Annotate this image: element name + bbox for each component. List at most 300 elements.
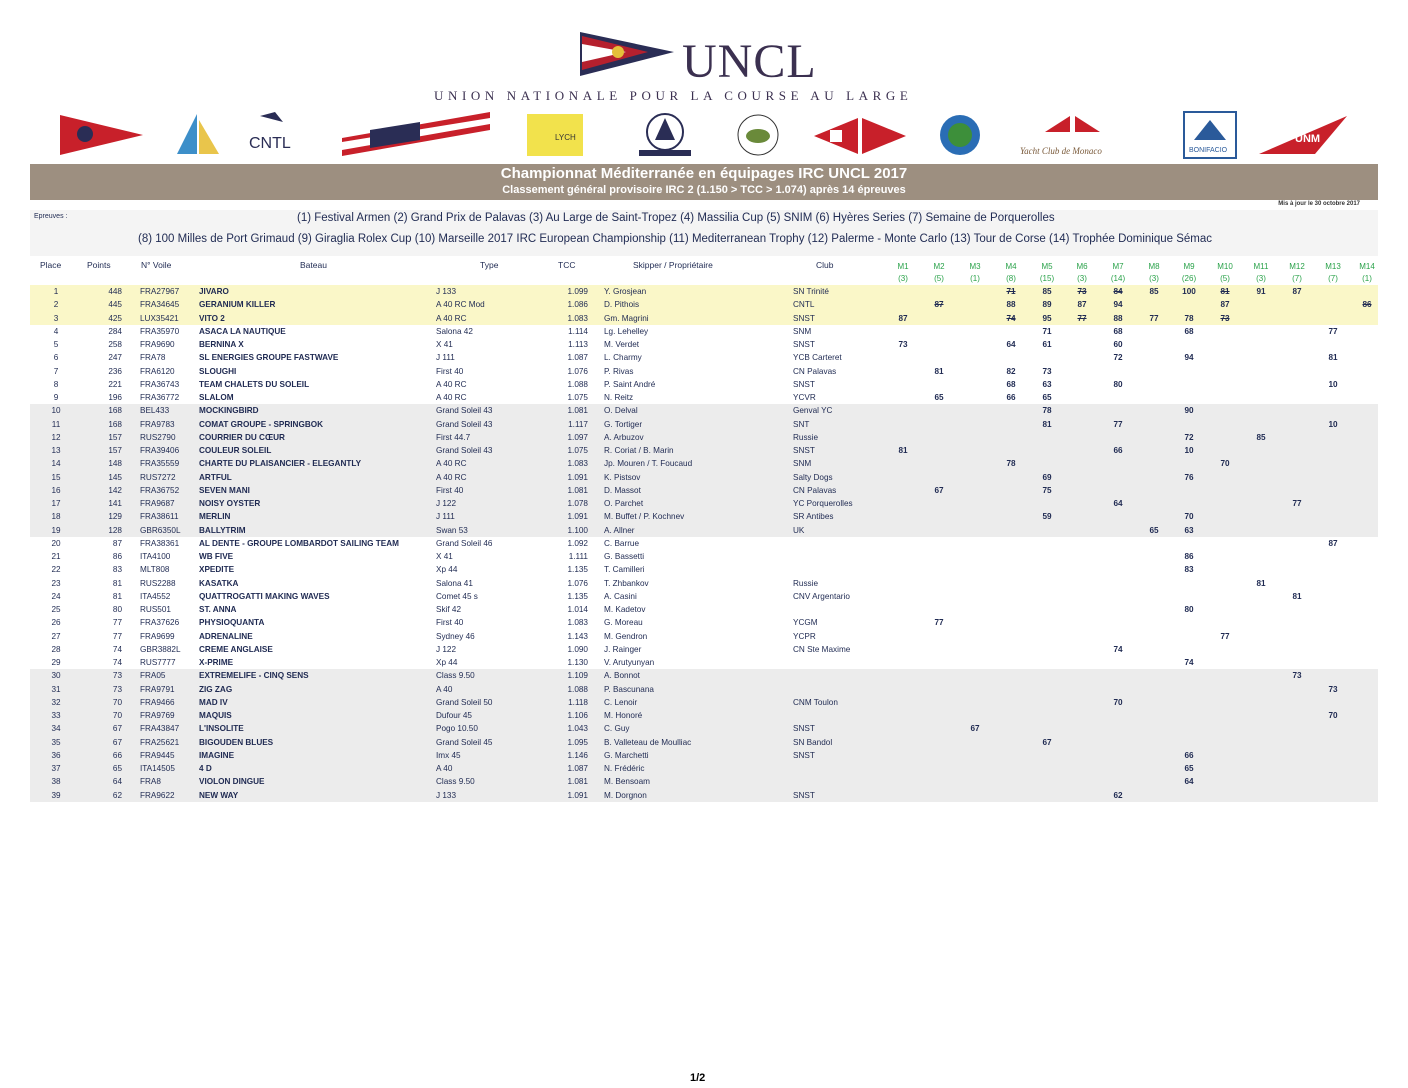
cell-boat: 4 D [199, 764, 212, 773]
cell-sail: FRA35559 [140, 459, 180, 469]
cell-points: 65 [112, 764, 122, 773]
cell-points: 70 [112, 711, 122, 720]
cell-place: 29 [51, 658, 61, 667]
cell-skipper: V. Arutyunyan [604, 658, 655, 667]
cell-place: 37 [51, 764, 61, 773]
table-row [30, 789, 1378, 802]
cell-place: 18 [51, 512, 61, 522]
cell-score-m9: 78 [1184, 313, 1194, 323]
cell-points: 128 [108, 525, 122, 535]
cell-skipper: Lg. Lehelley [604, 326, 649, 336]
cell-points: 86 [112, 552, 122, 561]
cell-type: Xp 44 [436, 565, 458, 575]
page-number: 1/2 [690, 1072, 706, 1084]
cell-skipper: T. Camilleri [604, 565, 645, 575]
m-header-1 [889, 261, 917, 285]
cell-place: 21 [51, 552, 61, 561]
cell-score-m5: 63 [1042, 379, 1052, 389]
m-header-coef: (5) [934, 274, 944, 283]
cell-sail: RUS2288 [140, 578, 176, 588]
table-row [30, 537, 1378, 550]
cell-place: 34 [51, 724, 61, 734]
cell-score-m12: 77 [1292, 499, 1302, 508]
cell-skipper: A. Arbuzov [604, 432, 644, 442]
m-header-10 [1211, 261, 1239, 285]
cntl-logo-text: CNTL [249, 135, 291, 152]
cell-score-m3: 67 [970, 724, 980, 734]
results-table [30, 285, 1378, 802]
cell-score-m9: 65 [1184, 764, 1194, 773]
cell-place: 39 [51, 790, 61, 800]
cell-score-m5: 89 [1042, 300, 1052, 310]
events-line-1: (1) Festival Armen (2) Grand Prix de Palavas (3) Au Large de Saint-Tropez (4) Massilia Cup (5) SNIM (6) Hyères Series (7) Semaine de Porquerolles [297, 212, 1055, 224]
table-row [30, 457, 1378, 470]
cell-club: SR Antibes [793, 512, 834, 522]
cell-tcc: 1.097 [567, 432, 588, 442]
cell-points: 145 [108, 472, 122, 482]
cell-sail: FRA43847 [140, 724, 180, 734]
cell-score-m1: 87 [898, 313, 908, 323]
cell-place: 14 [51, 459, 61, 469]
cell-score-m13: 10 [1328, 379, 1338, 389]
uncl-brand: UNCL [682, 35, 817, 88]
table-row [30, 656, 1378, 669]
uncl-burgee-icon [578, 30, 678, 80]
cell-skipper: B. Valleteau de Moulliac [604, 737, 692, 747]
table-row [30, 603, 1378, 616]
club-logos [55, 110, 1355, 162]
cell-score-m7: 64 [1113, 499, 1123, 508]
cell-boat: COULEUR SOLEIL [199, 446, 272, 455]
table-row [30, 418, 1378, 431]
cell-tcc: 1.113 [568, 340, 588, 349]
cell-skipper: M. Dorgnon [604, 790, 647, 800]
m-header-coef: (7) [1292, 274, 1302, 283]
table-row [30, 696, 1378, 709]
cell-place: 36 [51, 750, 61, 760]
cell-place: 23 [51, 578, 61, 588]
bonifacio-text: BONIFACIO [1189, 147, 1228, 154]
cell-boat: XPEDITE [199, 565, 235, 575]
cell-points: 247 [108, 353, 122, 363]
cell-skipper: Y. Grosjean [604, 287, 647, 296]
cell-sail: FRA38611 [140, 512, 179, 522]
cell-skipper: D. Pithois [604, 300, 640, 310]
cell-sail: RUS2790 [140, 432, 176, 442]
table-row [30, 391, 1378, 404]
cell-club: YCPR [793, 631, 816, 641]
m-header-13 [1319, 261, 1347, 285]
cell-club: SNST [793, 790, 815, 800]
m-header-9 [1175, 261, 1203, 285]
cell-boat: ARTFUL [199, 472, 232, 482]
cell-tcc: 1.081 [567, 777, 588, 787]
cell-tcc: 1.083 [567, 313, 588, 323]
m-header-coef: (5) [1220, 274, 1230, 283]
cell-tcc: 1.081 [567, 485, 588, 495]
cell-skipper: K. Pistsov [604, 472, 641, 482]
cell-skipper: C. Guy [604, 724, 630, 734]
m-header-coef: (1) [1362, 274, 1372, 283]
cell-points: 425 [108, 313, 122, 323]
cell-score-m4: 78 [1006, 459, 1016, 469]
cell-score-m5: 73 [1042, 366, 1052, 376]
cell-tcc: 1.087 [567, 764, 588, 773]
table-row [30, 749, 1378, 762]
cell-place: 3 [53, 313, 59, 323]
cell-score-m4: 64 [1006, 340, 1016, 349]
cell-score-m5: 67 [1042, 737, 1052, 747]
cell-tcc: 1.087 [567, 353, 588, 363]
cell-boat: EXTREMELIFE - CINQ SENS [199, 671, 309, 681]
cell-type: Xp 44 [436, 658, 458, 667]
cell-place: 16 [51, 485, 61, 495]
cell-score-m5: 69 [1042, 472, 1052, 482]
cell-tcc: 1.083 [567, 618, 588, 628]
cell-sail: ITA4552 [140, 591, 171, 601]
cell-place: 38 [51, 777, 61, 787]
cell-type: Grand Soleil 46 [436, 538, 493, 548]
cell-score-m9: 66 [1184, 750, 1194, 760]
cell-score-m2: 65 [934, 393, 944, 402]
cell-points: 258 [108, 340, 122, 349]
cell-score-m9: 83 [1184, 565, 1194, 575]
cell-tcc: 1.014 [567, 605, 588, 614]
cell-sail: FRA05 [140, 671, 166, 681]
cell-tcc: 1.146 [567, 750, 588, 760]
cell-score-m10: 70 [1220, 459, 1230, 469]
cell-type: Skif 42 [436, 605, 462, 614]
table-row [30, 736, 1378, 749]
cell-score-m7: 66 [1113, 446, 1123, 455]
cell-points: 74 [112, 644, 122, 654]
cell-skipper: A. Allner [604, 525, 635, 535]
cell-skipper: R. Coriat / B. Marin [604, 446, 674, 455]
flag-stripes-icon [340, 110, 495, 160]
cell-club: SNST [793, 340, 815, 349]
cell-sail: FRA36743 [140, 379, 180, 389]
cell-score-m7: 94 [1113, 300, 1123, 310]
cell-club: YCVR [793, 393, 816, 402]
table-row [30, 298, 1378, 311]
cell-score-m8: 77 [1149, 313, 1159, 323]
cell-club: Russie [793, 578, 819, 588]
cell-score-m6: 87 [1077, 300, 1087, 310]
cell-score-m9: 64 [1184, 777, 1194, 787]
cell-sail: FRA78 [140, 353, 166, 363]
cell-score-m7: 60 [1113, 340, 1123, 349]
table-row [30, 497, 1378, 510]
cell-place: 26 [51, 618, 61, 628]
cell-skipper: J. Rainger [604, 644, 642, 654]
cell-type: A 40 RC [436, 379, 467, 389]
cell-place: 1 [53, 287, 59, 296]
cell-sail: FRA9699 [140, 631, 175, 641]
cell-points: 236 [108, 366, 122, 376]
cell-place: 15 [51, 472, 61, 482]
cell-points: 77 [112, 618, 122, 628]
table-row [30, 683, 1378, 696]
cell-score-m9: 94 [1184, 353, 1194, 363]
table-row [30, 351, 1378, 364]
cell-points: 448 [108, 287, 122, 296]
cell-tcc: 1.076 [567, 578, 588, 588]
table-row [30, 471, 1378, 484]
table-row [30, 431, 1378, 444]
cell-score-m10: 87 [1220, 300, 1230, 310]
cell-sail: FRA34645 [140, 300, 180, 310]
cell-type: Salona 41 [436, 578, 473, 588]
cell-score-m9: 80 [1184, 605, 1194, 614]
table-row [30, 444, 1378, 457]
cell-score-m2: 87 [934, 300, 944, 310]
page-title: Championnat Méditerranée en équipages IRC UNCL 2017 [500, 165, 908, 182]
cell-boat: COURRIER DU CŒUR [199, 432, 285, 442]
cell-place: 6 [53, 353, 59, 363]
cell-place: 2 [53, 300, 59, 310]
cell-points: 445 [108, 300, 122, 310]
cell-place: 31 [51, 684, 61, 694]
cell-skipper: Jp. Mouren / T. Foucaud [604, 459, 693, 469]
cell-score-m5: 85 [1042, 287, 1052, 296]
cell-type: Grand Soleil 43 [436, 419, 493, 429]
cell-tcc: 1.095 [567, 737, 588, 747]
cell-place: 4 [53, 326, 59, 336]
cell-score-m7: 74 [1113, 644, 1123, 654]
cell-club: CN Ste Maxime [793, 644, 851, 654]
cell-score-m13: 73 [1328, 684, 1338, 694]
cell-skipper: N. Frédéric [604, 764, 645, 773]
cell-boat: NOISY OYSTER [199, 499, 261, 508]
cell-sail: RUS7272 [140, 472, 176, 482]
cell-tcc: 1.091 [567, 472, 588, 482]
table-row [30, 524, 1378, 537]
cell-boat: VIOLON DINGUE [199, 777, 265, 787]
cell-score-m4: 74 [1006, 313, 1016, 323]
cell-sail: MLT808 [140, 565, 170, 575]
m-header-7 [1104, 261, 1132, 285]
cell-skipper: Gm. Magrini [604, 313, 649, 323]
cell-score-m13: 81 [1328, 353, 1338, 363]
col-points: Points [87, 260, 111, 270]
cell-type: Grand Soleil 50 [436, 697, 493, 707]
cell-club: UK [793, 525, 805, 535]
cell-score-m13: 77 [1328, 326, 1338, 336]
cell-sail: GBR3882L [140, 644, 181, 654]
cell-sail: FRA35970 [140, 326, 180, 336]
unm-text: UNM [1295, 133, 1321, 145]
cell-boat: GERANIUM KILLER [199, 300, 276, 310]
cell-sail: ITA14505 [140, 764, 175, 773]
cell-tcc: 1.086 [567, 300, 588, 310]
cell-tcc: 1.078 [567, 499, 588, 508]
cell-score-m9: 70 [1184, 512, 1194, 522]
table-row [30, 378, 1378, 391]
m-header-label: M4 [1005, 262, 1017, 271]
cell-skipper: M. Buffet / P. Kochnev [604, 512, 685, 522]
cell-tcc: 1.088 [567, 379, 588, 389]
cell-place: 7 [53, 366, 59, 376]
updated-date: Mis à jour le 30 octobre 2017 [1278, 201, 1360, 207]
cell-type: J 111 [436, 353, 455, 363]
m-header-label: M13 [1325, 262, 1341, 271]
cell-sail: BEL433 [140, 406, 170, 416]
cell-sail: FRA25621 [140, 737, 180, 747]
cell-boat: TEAM CHALETS DU SOLEIL [199, 379, 310, 389]
col-skipper: Skipper / Propriétaire [633, 260, 713, 270]
cell-skipper: A. Casini [604, 591, 637, 601]
cell-club: SN Bandol [793, 737, 833, 747]
cell-skipper: C. Lenoir [604, 697, 638, 707]
cell-boat: X-PRIME [199, 658, 234, 667]
m-header-label: M7 [1112, 262, 1124, 271]
cell-place: 24 [51, 591, 61, 601]
cell-club: CN Palavas [793, 366, 837, 376]
cell-skipper: G. Tortiger [604, 419, 643, 429]
m-header-coef: (3) [898, 274, 908, 283]
cell-sail: FRA27967 [140, 287, 180, 296]
cell-sail: FRA37626 [140, 618, 180, 628]
cell-score-m1: 81 [898, 446, 908, 455]
cell-type: J 111 [436, 512, 455, 522]
col-place: Place [40, 260, 62, 270]
m-header-coef: (1) [970, 274, 980, 283]
cell-club: SNT [793, 419, 810, 429]
cell-boat: ASACA LA NAUTIQUE [199, 326, 286, 336]
cell-score-m6: 77 [1077, 313, 1087, 323]
m-header-11 [1247, 261, 1275, 285]
cell-tcc: 1.091 [567, 512, 588, 522]
col-sail: N° Voile [141, 260, 172, 270]
cell-club: SN Trinité [793, 287, 829, 296]
cell-club: CNM Toulon [793, 697, 838, 707]
cell-score-m10: 73 [1220, 313, 1230, 323]
cell-tcc: 1.135 [567, 565, 588, 575]
m-header-label: M5 [1041, 262, 1053, 271]
m-header-3 [961, 261, 989, 285]
cell-type: A 40 RC [436, 393, 467, 402]
table-row [30, 762, 1378, 775]
cell-skipper: P. Bascunana [604, 684, 654, 694]
m-header-6 [1068, 261, 1096, 285]
cell-score-m11: 81 [1256, 578, 1266, 588]
cell-type: Swan 53 [436, 525, 468, 535]
cell-score-m4: 68 [1006, 379, 1016, 389]
m-header-coef: (3) [1256, 274, 1266, 283]
cell-score-m9: 100 [1182, 287, 1196, 296]
m-header-coef: (3) [1149, 274, 1159, 283]
cell-type: A 40 RC Mod [436, 300, 485, 310]
cell-score-m5: 95 [1042, 313, 1052, 323]
cell-tcc: 1.075 [567, 446, 588, 455]
cell-score-m8: 85 [1149, 287, 1159, 296]
cntl-logo [245, 110, 305, 160]
cell-place: 22 [51, 565, 61, 575]
cell-tcc: 1.092 [567, 538, 588, 548]
cell-sail: FRA9466 [140, 697, 175, 707]
cell-boat: JIVARO [199, 287, 229, 296]
m-header-label: M1 [897, 262, 909, 271]
cell-score-m10: 77 [1220, 631, 1230, 641]
cell-score-m12: 81 [1292, 591, 1302, 601]
cell-type: Grand Soleil 43 [436, 406, 493, 416]
soc-nautique-badge [938, 110, 983, 160]
lych-logo-text: LYCH [555, 133, 576, 142]
cell-sail: FRA38361 [140, 538, 180, 548]
cell-type: Class 9.50 [436, 777, 475, 787]
cell-score-m13: 87 [1328, 538, 1338, 548]
cell-type: First 40 [436, 366, 464, 376]
cell-points: 67 [112, 737, 122, 747]
table-row [30, 590, 1378, 603]
m-header-8 [1140, 261, 1168, 285]
m-header-coef: (26) [1181, 274, 1197, 283]
cell-score-m10: 81 [1220, 287, 1230, 296]
cell-type: Pogo 10.50 [436, 724, 478, 734]
cell-score-m5: 59 [1042, 512, 1052, 522]
cell-boat: MERLIN [199, 512, 231, 522]
cell-boat: WB FIVE [199, 552, 234, 561]
m-header-label: M14 [1359, 262, 1375, 271]
cell-score-m6: 73 [1077, 287, 1087, 296]
cell-score-m12: 73 [1292, 671, 1302, 681]
cell-score-m7: 84 [1113, 287, 1123, 296]
cell-place: 8 [53, 379, 59, 389]
cell-points: 168 [108, 406, 122, 416]
cell-tcc: 1.135 [567, 591, 588, 601]
m-header-coef: (7) [1328, 274, 1338, 283]
m-header-label: M2 [933, 262, 945, 271]
cell-type: X 41 [436, 340, 453, 349]
cell-points: 81 [112, 578, 122, 588]
cell-boat: KASATKA [199, 578, 239, 588]
cell-score-m13: 70 [1328, 711, 1338, 720]
cell-score-m9: 68 [1184, 326, 1194, 336]
cell-points: 66 [112, 750, 122, 760]
cell-score-m5: 61 [1042, 340, 1052, 349]
m-header-label: M6 [1076, 262, 1088, 271]
cell-place: 27 [51, 631, 61, 641]
cell-type: J 122 [436, 499, 457, 508]
cell-score-m7: 72 [1113, 353, 1123, 363]
cell-score-m4: 66 [1006, 393, 1016, 402]
cell-place: 30 [51, 671, 61, 681]
cell-score-m5: 78 [1042, 406, 1052, 416]
cell-club: CNV Argentario [793, 591, 850, 601]
m-header-coef: (15) [1039, 274, 1055, 283]
cell-score-m11: 91 [1256, 287, 1266, 296]
cell-tcc: 1.109 [567, 671, 588, 681]
cell-points: 168 [108, 419, 122, 429]
cell-place: 10 [51, 406, 61, 416]
cell-points: 157 [108, 446, 122, 455]
cell-boat: SL ENERGIES GROUPE FASTWAVE [199, 353, 339, 363]
cell-place: 19 [51, 525, 61, 535]
cell-type: First 40 [436, 485, 464, 495]
cell-tcc: 1.106 [567, 711, 588, 720]
cell-place: 12 [51, 432, 61, 442]
events-label: Epreuves : [34, 213, 68, 220]
cell-place: 33 [51, 711, 61, 720]
cell-skipper: M. Bensoam [604, 777, 650, 787]
cell-skipper: M. Verdet [604, 340, 640, 349]
m-header-4 [997, 261, 1025, 285]
cell-type: Salona 42 [436, 326, 473, 336]
cell-tcc: 1.090 [567, 644, 588, 654]
cell-points: 74 [112, 658, 122, 667]
cell-club: Genval YC [793, 406, 833, 416]
cell-tcc: 1.143 [567, 631, 588, 641]
